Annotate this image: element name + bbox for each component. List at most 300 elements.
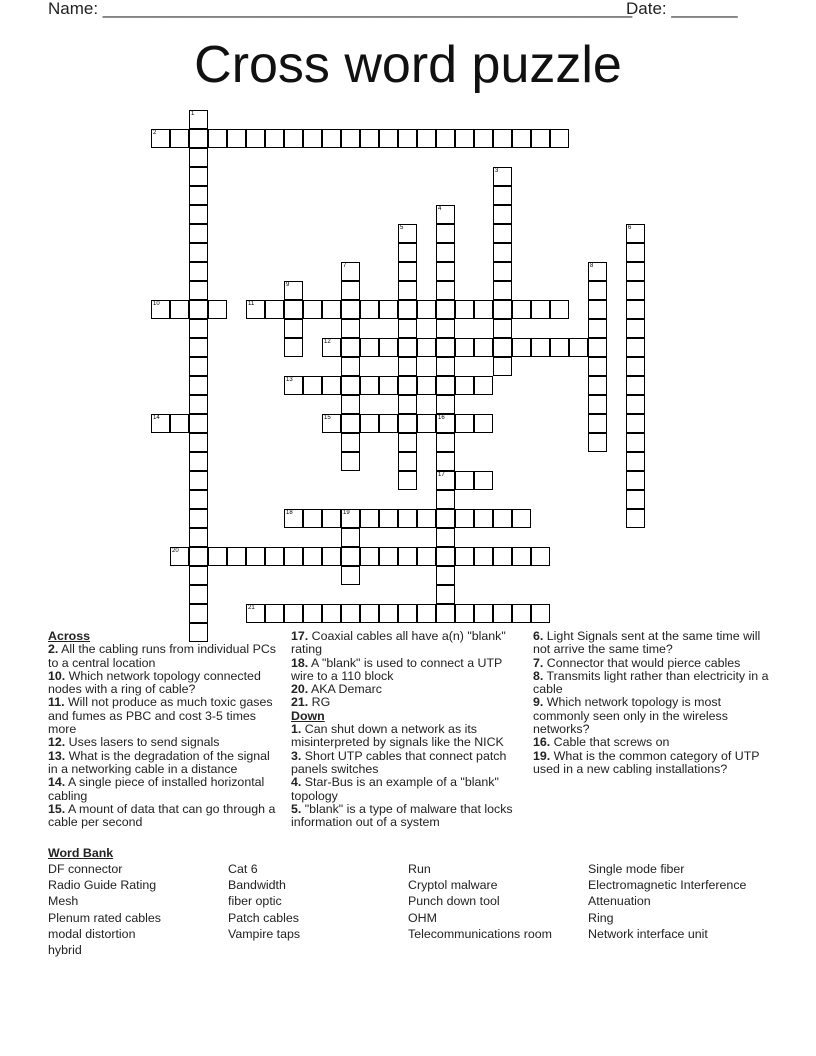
- grid-cell[interactable]: [303, 604, 322, 623]
- grid-cell[interactable]: [170, 129, 189, 148]
- grid-cell[interactable]: [341, 528, 360, 547]
- clue-text: A single piece of installed horizontal cabling: [48, 775, 265, 803]
- clue-label-number: 20.: [291, 682, 309, 697]
- grid-cell[interactable]: [341, 300, 360, 319]
- grid-cell[interactable]: [531, 604, 550, 623]
- grid-cell[interactable]: [493, 224, 512, 243]
- clue-number: 13: [286, 377, 293, 383]
- grid-cell[interactable]: [436, 300, 455, 319]
- grid-cell[interactable]: [341, 452, 360, 471]
- grid-cell[interactable]: [189, 471, 208, 490]
- across-clue: [291, 696, 521, 709]
- grid-cell[interactable]: [588, 414, 607, 433]
- grid-cell[interactable]: [493, 243, 512, 262]
- grid-cell[interactable]: [455, 509, 474, 528]
- grid-cell[interactable]: [436, 509, 455, 528]
- grid-cell[interactable]: [436, 224, 455, 243]
- grid-cell[interactable]: [398, 376, 417, 395]
- grid-cell[interactable]: [436, 281, 455, 300]
- grid-cell[interactable]: [379, 509, 398, 528]
- down-clue: [533, 670, 773, 697]
- clue-label-number: 10.: [48, 668, 66, 683]
- grid-cell[interactable]: [436, 547, 455, 566]
- grid-cell[interactable]: [189, 528, 208, 547]
- down-clue: [291, 803, 521, 830]
- grid-cell[interactable]: [436, 129, 455, 148]
- grid-cell[interactable]: [455, 471, 474, 490]
- grid-cell[interactable]: [588, 281, 607, 300]
- grid-cell[interactable]: [151, 129, 170, 148]
- clue-label-number: 3.: [291, 748, 302, 763]
- grid-cell[interactable]: [398, 604, 417, 623]
- grid-cell[interactable]: [436, 433, 455, 452]
- grid-cell[interactable]: [303, 376, 322, 395]
- grid-cell[interactable]: [360, 376, 379, 395]
- grid-cell[interactable]: [189, 585, 208, 604]
- grid-cell[interactable]: [436, 471, 455, 490]
- grid-cell[interactable]: [493, 281, 512, 300]
- clue-label-number: 5.: [291, 801, 302, 816]
- grid-cell[interactable]: [341, 414, 360, 433]
- grid-cell[interactable]: [189, 110, 208, 129]
- clue-label-number: 11.: [48, 695, 65, 710]
- grid-cell[interactable]: [265, 547, 284, 566]
- grid-cell[interactable]: [341, 547, 360, 566]
- grid-cell[interactable]: [626, 319, 645, 338]
- grid-cell[interactable]: [322, 547, 341, 566]
- grid-cell[interactable]: [189, 509, 208, 528]
- grid-cell[interactable]: [189, 300, 208, 319]
- grid-cell[interactable]: [189, 490, 208, 509]
- grid-cell[interactable]: [512, 300, 531, 319]
- clue-label-number: 15.: [48, 801, 66, 816]
- grid-cell[interactable]: [189, 319, 208, 338]
- clue-number: 11: [248, 301, 255, 307]
- down-clue: [533, 657, 773, 670]
- grid-cell[interactable]: [151, 414, 170, 433]
- grid-cell[interactable]: [512, 547, 531, 566]
- grid-cell[interactable]: [246, 604, 265, 623]
- grid-cell[interactable]: [284, 300, 303, 319]
- grid-cell[interactable]: [588, 300, 607, 319]
- grid-cell[interactable]: [436, 205, 455, 224]
- grid-cell[interactable]: [303, 129, 322, 148]
- grid-cell[interactable]: [379, 376, 398, 395]
- grid-cell[interactable]: [626, 471, 645, 490]
- grid-cell[interactable]: [170, 414, 189, 433]
- grid-cell[interactable]: [436, 319, 455, 338]
- grid-cell[interactable]: [284, 509, 303, 528]
- down-heading: Down: [291, 708, 325, 723]
- grid-cell[interactable]: [322, 376, 341, 395]
- grid-cell[interactable]: [436, 490, 455, 509]
- grid-cell[interactable]: [189, 357, 208, 376]
- grid-cell[interactable]: [455, 604, 474, 623]
- clue-text: Uses lasers to send signals: [65, 735, 220, 750]
- grid-cell[interactable]: [341, 509, 360, 528]
- grid-cell[interactable]: [626, 433, 645, 452]
- grid-cell[interactable]: [341, 357, 360, 376]
- grid-cell[interactable]: [189, 547, 208, 566]
- page-title: Cross word puzzle: [194, 36, 622, 94]
- grid-cell[interactable]: [379, 300, 398, 319]
- grid-cell[interactable]: [398, 338, 417, 357]
- grid-cell[interactable]: [493, 357, 512, 376]
- grid-cell[interactable]: [531, 300, 550, 319]
- clue-label-number: 7.: [533, 655, 544, 670]
- grid-cell[interactable]: [360, 604, 379, 623]
- grid-cell[interactable]: [417, 300, 436, 319]
- grid-cell[interactable]: [436, 395, 455, 414]
- grid-cell[interactable]: [360, 414, 379, 433]
- grid-cell[interactable]: [493, 547, 512, 566]
- grid-cell[interactable]: [189, 262, 208, 281]
- grid-cell[interactable]: [189, 224, 208, 243]
- clue-number: 3: [495, 168, 499, 174]
- grid-cell[interactable]: [379, 129, 398, 148]
- grid-cell[interactable]: [284, 376, 303, 395]
- grid-cell[interactable]: [360, 547, 379, 566]
- grid-cell[interactable]: [398, 471, 417, 490]
- clue-label-number: 8.: [533, 668, 544, 683]
- grid-cell[interactable]: [417, 604, 436, 623]
- grid-cell[interactable]: [474, 414, 493, 433]
- grid-cell[interactable]: [626, 414, 645, 433]
- grid-cell[interactable]: [626, 262, 645, 281]
- grid-cell[interactable]: [436, 357, 455, 376]
- grid-cell[interactable]: [626, 376, 645, 395]
- grid-cell[interactable]: [417, 414, 436, 433]
- grid-cell[interactable]: [398, 300, 417, 319]
- down-clue: [533, 736, 773, 749]
- grid-cell[interactable]: [436, 376, 455, 395]
- clue-label-number: 1.: [291, 722, 302, 737]
- grid-cell[interactable]: [626, 243, 645, 262]
- clue-text: Coaxial cables all have a(n) "blank" rating: [291, 629, 506, 657]
- grid-cell[interactable]: [379, 547, 398, 566]
- grid-cell[interactable]: [550, 300, 569, 319]
- grid-cell[interactable]: [189, 243, 208, 262]
- grid-cell[interactable]: [322, 129, 341, 148]
- grid-cell[interactable]: [493, 604, 512, 623]
- grid-cell[interactable]: [436, 566, 455, 585]
- grid-cell[interactable]: [151, 300, 170, 319]
- clue-number: 8: [590, 263, 594, 269]
- word-bank-item: Single mode fiber: [588, 862, 685, 876]
- grid-cell[interactable]: [379, 338, 398, 357]
- grid-cell[interactable]: [284, 547, 303, 566]
- grid-cell[interactable]: [322, 338, 341, 357]
- clue-number: 20: [172, 548, 179, 554]
- clue-text: Star-Bus is an example of a "blank" topology: [291, 775, 499, 803]
- grid-cell[interactable]: [303, 547, 322, 566]
- grid-cell[interactable]: [341, 338, 360, 357]
- grid-cell[interactable]: [455, 338, 474, 357]
- word-bank-item: OHM: [408, 910, 437, 925]
- grid-cell[interactable]: [341, 262, 360, 281]
- grid-cell[interactable]: [550, 129, 569, 148]
- clue-text: Transmits light rather than electricity in a cable: [533, 668, 769, 697]
- grid-cell[interactable]: [436, 243, 455, 262]
- grid-cell[interactable]: [436, 452, 455, 471]
- grid-cell[interactable]: [341, 604, 360, 623]
- grid-cell[interactable]: [189, 281, 208, 300]
- word-bank-item: Cryptol malware: [408, 878, 498, 893]
- grid-cell[interactable]: [265, 129, 284, 148]
- clue-number: 14: [153, 415, 160, 421]
- clue-text: A mount of data that can go through a cable per second: [48, 801, 276, 830]
- clue-label-number: 14.: [48, 775, 66, 790]
- grid-cell[interactable]: [493, 262, 512, 281]
- word-bank-column: [408, 861, 552, 942]
- grid-cell[interactable]: [189, 129, 208, 148]
- grid-cell[interactable]: [455, 300, 474, 319]
- word-bank-item: Mesh: [48, 894, 79, 909]
- grid-cell[interactable]: [588, 357, 607, 376]
- grid-cell[interactable]: [189, 205, 208, 224]
- grid-cell[interactable]: [284, 338, 303, 357]
- grid-cell[interactable]: [436, 604, 455, 623]
- grid-cell[interactable]: [360, 338, 379, 357]
- grid-cell[interactable]: [417, 129, 436, 148]
- grid-cell[interactable]: [189, 148, 208, 167]
- grid-cell[interactable]: [417, 509, 436, 528]
- grid-cell[interactable]: [455, 376, 474, 395]
- clue-text: Connector that would pierce cables: [543, 655, 741, 670]
- across-clue: [48, 670, 280, 697]
- word-bank-column: [48, 861, 161, 958]
- grid-cell[interactable]: [493, 129, 512, 148]
- grid-cell[interactable]: [588, 395, 607, 414]
- grid-cell[interactable]: [360, 129, 379, 148]
- clue-number: 19: [343, 510, 350, 516]
- across-clue: [48, 750, 280, 777]
- grid-cell[interactable]: [531, 338, 550, 357]
- across-clue: [291, 683, 521, 696]
- grid-cell[interactable]: [626, 395, 645, 414]
- grid-cell[interactable]: [398, 281, 417, 300]
- grid-cell[interactable]: [474, 376, 493, 395]
- grid-cell[interactable]: [436, 585, 455, 604]
- grid-cell[interactable]: [379, 414, 398, 433]
- word-bank-item: fiber optic: [228, 894, 282, 909]
- grid-cell[interactable]: [303, 300, 322, 319]
- grid-cell[interactable]: [626, 357, 645, 376]
- grid-cell[interactable]: [417, 376, 436, 395]
- clue-number: 21: [248, 605, 255, 611]
- grid-cell[interactable]: [341, 129, 360, 148]
- grid-cell[interactable]: [493, 319, 512, 338]
- grid-cell[interactable]: [341, 566, 360, 585]
- grid-cell[interactable]: [493, 205, 512, 224]
- grid-cell[interactable]: [284, 129, 303, 148]
- clue-number: 1: [191, 111, 195, 117]
- grid-cell[interactable]: [398, 243, 417, 262]
- grid-cell[interactable]: [341, 376, 360, 395]
- grid-cell[interactable]: [398, 319, 417, 338]
- grid-cell[interactable]: [189, 186, 208, 205]
- grid-cell[interactable]: [588, 319, 607, 338]
- grid-cell[interactable]: [189, 566, 208, 585]
- clue-text: "blank" is a type of malware that locks information out of a system: [291, 801, 513, 830]
- clue-text: RG: [308, 695, 331, 710]
- grid-cell[interactable]: [246, 547, 265, 566]
- grid-cell[interactable]: [455, 414, 474, 433]
- grid-cell[interactable]: [284, 319, 303, 338]
- clue-label-number: 21.: [291, 695, 309, 710]
- word-bank-item: Vampire taps: [228, 926, 301, 941]
- grid-cell[interactable]: [493, 167, 512, 186]
- grid-cell[interactable]: [341, 433, 360, 452]
- grid-cell[interactable]: [189, 414, 208, 433]
- grid-cell[interactable]: [493, 338, 512, 357]
- grid-cell[interactable]: [189, 376, 208, 395]
- grid-cell[interactable]: [550, 338, 569, 357]
- grid-cell[interactable]: [626, 452, 645, 471]
- grid-cell[interactable]: [588, 262, 607, 281]
- grid-cell[interactable]: [512, 338, 531, 357]
- grid-cell[interactable]: [341, 319, 360, 338]
- grid-cell[interactable]: [588, 338, 607, 357]
- grid-cell[interactable]: [588, 433, 607, 452]
- down-clue: [291, 723, 521, 750]
- grid-cell[interactable]: [493, 300, 512, 319]
- grid-cell[interactable]: [626, 281, 645, 300]
- grid-cell[interactable]: [474, 129, 493, 148]
- grid-cell[interactable]: [474, 338, 493, 357]
- grid-cell[interactable]: [417, 338, 436, 357]
- grid-cell[interactable]: [265, 604, 284, 623]
- word-bank-column: [588, 861, 746, 942]
- clue-label-number: 12.: [48, 735, 66, 750]
- clues-column-1: [48, 630, 280, 829]
- grid-cell[interactable]: [170, 547, 189, 566]
- grid-cell[interactable]: [626, 509, 645, 528]
- clue-text: Can shut down a network as its misinterpreted by signals like the NICK: [291, 722, 504, 750]
- grid-cell[interactable]: [626, 490, 645, 509]
- grid-cell[interactable]: [398, 224, 417, 243]
- grid-cell[interactable]: [379, 604, 398, 623]
- grid-cell[interactable]: [474, 547, 493, 566]
- grid-cell[interactable]: [284, 281, 303, 300]
- grid-cell[interactable]: [189, 452, 208, 471]
- grid-cell[interactable]: [246, 129, 265, 148]
- grid-cell[interactable]: [455, 547, 474, 566]
- grid-cell[interactable]: [303, 509, 322, 528]
- clue-label-number: 16.: [533, 735, 551, 750]
- grid-cell[interactable]: [341, 281, 360, 300]
- clue-text: A "blank" is used to connect a UTP wire to a 110 block: [291, 655, 503, 683]
- grid-cell[interactable]: [436, 414, 455, 433]
- grid-cell[interactable]: [588, 376, 607, 395]
- grid-cell[interactable]: [398, 414, 417, 433]
- grid-cell[interactable]: [398, 547, 417, 566]
- across-clue: [48, 696, 280, 736]
- clue-number: 2: [153, 130, 157, 136]
- grid-cell[interactable]: [170, 300, 189, 319]
- grid-cell[interactable]: [322, 300, 341, 319]
- grid-cell[interactable]: [189, 338, 208, 357]
- clue-number: 9: [286, 282, 290, 288]
- grid-cell[interactable]: [398, 357, 417, 376]
- grid-cell[interactable]: [189, 433, 208, 452]
- grid-cell[interactable]: [512, 509, 531, 528]
- grid-cell[interactable]: [189, 395, 208, 414]
- grid-cell[interactable]: [322, 604, 341, 623]
- word-bank-column: [228, 861, 300, 942]
- grid-cell[interactable]: [208, 300, 227, 319]
- grid-cell[interactable]: [398, 129, 417, 148]
- clue-label-number: 18.: [291, 655, 309, 670]
- grid-cell[interactable]: [436, 338, 455, 357]
- grid-cell[interactable]: [208, 547, 227, 566]
- grid-cell[interactable]: [398, 452, 417, 471]
- grid-cell[interactable]: [284, 604, 303, 623]
- grid-cell[interactable]: [436, 262, 455, 281]
- grid-cell[interactable]: [208, 129, 227, 148]
- grid-cell[interactable]: [493, 186, 512, 205]
- grid-cell[interactable]: [455, 129, 474, 148]
- grid-cell[interactable]: [512, 604, 531, 623]
- grid-cell[interactable]: [360, 509, 379, 528]
- grid-cell[interactable]: [398, 262, 417, 281]
- grid-cell[interactable]: [474, 509, 493, 528]
- clue-text: What is the common category of UTP used in a new cabling installations?: [533, 748, 760, 776]
- grid-cell[interactable]: [398, 433, 417, 452]
- clue-number: 16: [438, 415, 445, 421]
- grid-cell[interactable]: [493, 509, 512, 528]
- clue-number: 12: [324, 339, 331, 345]
- clue-text: All the cabling runs from individual PCs to a central location: [48, 642, 276, 670]
- clues-column-2: [291, 630, 521, 829]
- grid-cell[interactable]: [341, 395, 360, 414]
- grid-cell[interactable]: [398, 509, 417, 528]
- grid-cell[interactable]: [531, 547, 550, 566]
- word-bank-item: hybrid: [48, 943, 82, 958]
- name-field-label: Name: ________________________________________________________: [48, 0, 633, 18]
- down-clue: [533, 630, 773, 657]
- grid-cell[interactable]: [436, 528, 455, 547]
- grid-cell[interactable]: [474, 471, 493, 490]
- grid-cell[interactable]: [512, 129, 531, 148]
- grid-cell[interactable]: [189, 167, 208, 186]
- grid-cell[interactable]: [398, 395, 417, 414]
- grid-cell[interactable]: [246, 300, 265, 319]
- word-bank-heading: Word Bank: [48, 846, 114, 860]
- grid-cell[interactable]: [626, 300, 645, 319]
- grid-cell[interactable]: [322, 414, 341, 433]
- word-bank-item: Radio Guide Rating: [48, 878, 157, 893]
- grid-cell[interactable]: [569, 338, 588, 357]
- grid-cell[interactable]: [417, 547, 436, 566]
- grid-cell[interactable]: [227, 547, 246, 566]
- word-bank-item: Run: [408, 862, 431, 876]
- grid-cell[interactable]: [360, 300, 379, 319]
- grid-cell[interactable]: [531, 129, 550, 148]
- date-field-label: Date: _______: [626, 0, 738, 18]
- clue-number: 17: [438, 472, 445, 478]
- grid-cell[interactable]: [265, 300, 284, 319]
- grid-cell[interactable]: [626, 224, 645, 243]
- grid-cell[interactable]: [189, 604, 208, 623]
- grid-cell[interactable]: [227, 129, 246, 148]
- grid-cell[interactable]: [626, 338, 645, 357]
- grid-cell[interactable]: [474, 300, 493, 319]
- grid-cell[interactable]: [322, 509, 341, 528]
- grid-cell[interactable]: [474, 604, 493, 623]
- word-bank-item: Electromagnetic Interference: [588, 878, 747, 893]
- down-clue: [291, 776, 521, 803]
